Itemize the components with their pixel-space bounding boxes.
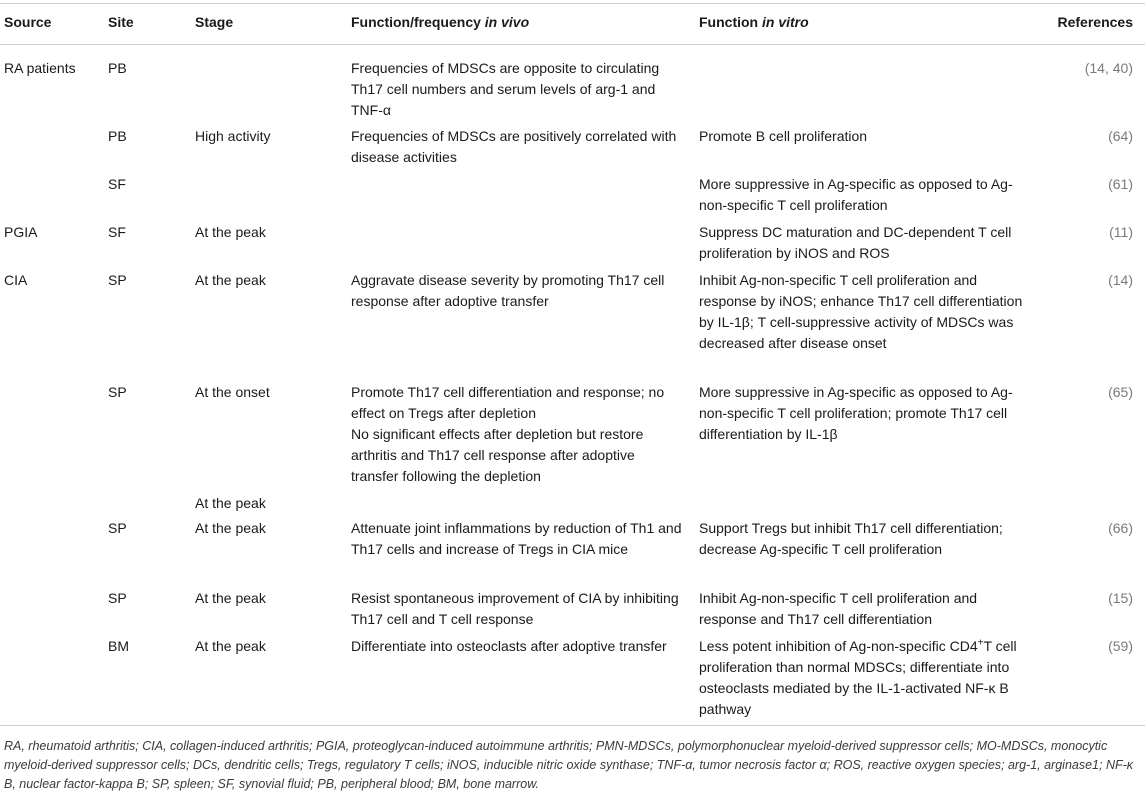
row-stage: At the peak (195, 638, 266, 654)
row-site: PB (108, 60, 127, 76)
ref-link[interactable]: 64 (1112, 128, 1129, 144)
row-in-vivo-secondary: No significant effects after depletion but restore arthritis and Th17 cell response after adoptive transfer following the depletion (351, 426, 644, 484)
row-in-vivo: Frequencies of MDSCs are opposite to circulating Th17 cell numbers and serum levels of arg-1 and TNF-α (351, 60, 660, 118)
row-site: BM (108, 638, 129, 654)
header-source: Source (4, 14, 52, 30)
row-in-vivo: Frequencies of MDSCs are positively correlated with disease activities (351, 128, 677, 165)
row-references: (59) (1108, 638, 1133, 654)
header-in-vivo-text: Function/frequency (351, 14, 485, 30)
row-in-vitro-part: T cell proliferation than normal MDSCs; differentiate into osteoclasts mediated by the IL-1-activated NF-κ B pathway (699, 638, 1017, 717)
row-stage: At the peak (195, 590, 266, 606)
row-references: (61) (1108, 176, 1133, 192)
ref-link[interactable]: 65 (1112, 384, 1129, 400)
row-in-vivo: Aggravate disease severity by promoting Th17 cell response after adoptive transfer (351, 272, 665, 309)
header-in-vivo (351, 12, 529, 33)
row-stage-secondary: At the peak (195, 495, 266, 511)
row-in-vitro: Inhibit Ag-non-specific T cell proliferation and response by iNOS; enhance Th17 cell differentiation by IL-1β; T cell-suppressive activity of MDSCs was decreased after disease onset (699, 272, 1023, 351)
row-in-vitro: Suppress DC maturation and DC-dependent T cell proliferation by iNOS and ROS (699, 224, 1012, 261)
row-source: CIA (4, 272, 28, 288)
ref-link[interactable]: 66 (1112, 520, 1129, 536)
row-in-vivo: Attenuate joint inflammations by reduction of Th1 and Th17 cells and increase of Tregs in CIA mice (351, 520, 682, 557)
row-in-vitro: Support Tregs but inhibit Th17 cell differentiation; decrease Ag-specific T cell proliferation (699, 520, 1003, 557)
table-footnote: RA, rheumatoid arthritis; CIA, collagen-induced arthritis; PGIA, proteoglycan-induced autoimmune arthritis; PMN-MDSCs, polymorphonuclear myeloid-derived suppressor cells; MO-MDSCs, monocytic myeloid-derived suppressor cells; DCs, dendritic cells; Tregs, regulatory T cells; iNOS, inducible nitric oxide synthase; TNF-α, tumor necrosis factor α; ROS, reactive oxygen species; arg-1, arginase1; NF-κ B, nuclear factor-kappa B; SP, spleen; SF, synovial fluid; PB, peripheral blood; BM, bone marrow. (4, 739, 1134, 791)
header-references: References (1057, 14, 1133, 30)
row-in-vivo: Resist spontaneous improvement of CIA by inhibiting Th17 cell and T cell response (351, 590, 679, 627)
row-in-vitro: Promote B cell proliferation (699, 128, 868, 144)
row-references: (14, 40) (1084, 60, 1133, 76)
row-stage: At the onset (195, 384, 270, 400)
row-references: (65) (1108, 384, 1133, 400)
row-in-vitro: More suppressive in Ag-specific as opposed to Ag-non-specific T cell proliferation; promote Th17 cell differentiation by IL-1β (699, 384, 1013, 442)
row-in-vivo: Promote Th17 cell differentiation and response; no effect on Tregs after depletion (351, 384, 665, 421)
row-site: SF (108, 224, 126, 240)
ref-link[interactable]: 11 (1113, 224, 1129, 240)
row-references: (11) (1109, 224, 1133, 240)
row-site: SP (108, 384, 127, 400)
ref-link[interactable]: 14 (1112, 272, 1129, 288)
row-stage: At the peak (195, 224, 266, 240)
ref-link[interactable]: 14 (1089, 60, 1105, 76)
header-in-vitro-italic: in vitro (762, 14, 809, 30)
row-in-vitro: Inhibit Ag-non-specific T cell proliferation and response and Th17 cell differentiation (699, 590, 978, 627)
row-site: SP (108, 590, 127, 606)
row-in-vivo: Differentiate into osteoclasts after adoptive transfer (351, 638, 667, 654)
row-stage: At the peak (195, 272, 266, 288)
row-in-vitro (699, 636, 1029, 720)
header-in-vitro-text: Function (699, 14, 762, 30)
header-in-vivo-italic: in vivo (484, 14, 530, 30)
row-source: RA patients (4, 60, 76, 76)
row-stage: High activity (195, 128, 271, 144)
table-header-rule (0, 44, 1145, 45)
row-stage: At the peak (195, 520, 266, 536)
row-site: SP (108, 520, 127, 536)
row-in-vitro: More suppressive in Ag-specific as opposed to Ag-non-specific T cell proliferation (699, 176, 1013, 213)
row-references: (66) (1108, 520, 1133, 536)
ref-link[interactable]: 15 (1112, 590, 1129, 606)
row-site: SP (108, 272, 127, 288)
table-top-rule (0, 3, 1145, 4)
row-references: (64) (1108, 128, 1133, 144)
ref-link[interactable]: 59 (1112, 638, 1129, 654)
table-bottom-rule (0, 725, 1145, 726)
superscript-plus: + (977, 637, 984, 649)
row-in-vitro-part: Less potent inhibition of Ag-non-specific CD4 (699, 638, 978, 654)
row-site: SF (108, 176, 126, 192)
header-site: Site (108, 14, 134, 30)
row-source: PGIA (4, 224, 38, 240)
row-site: PB (108, 128, 127, 144)
row-references: (15) (1108, 590, 1133, 606)
header-in-vitro (699, 12, 809, 33)
ref-link[interactable]: 61 (1112, 176, 1129, 192)
row-references: (14) (1108, 272, 1133, 288)
header-stage: Stage (195, 14, 234, 30)
ref-link[interactable]: 40 (1112, 60, 1129, 76)
